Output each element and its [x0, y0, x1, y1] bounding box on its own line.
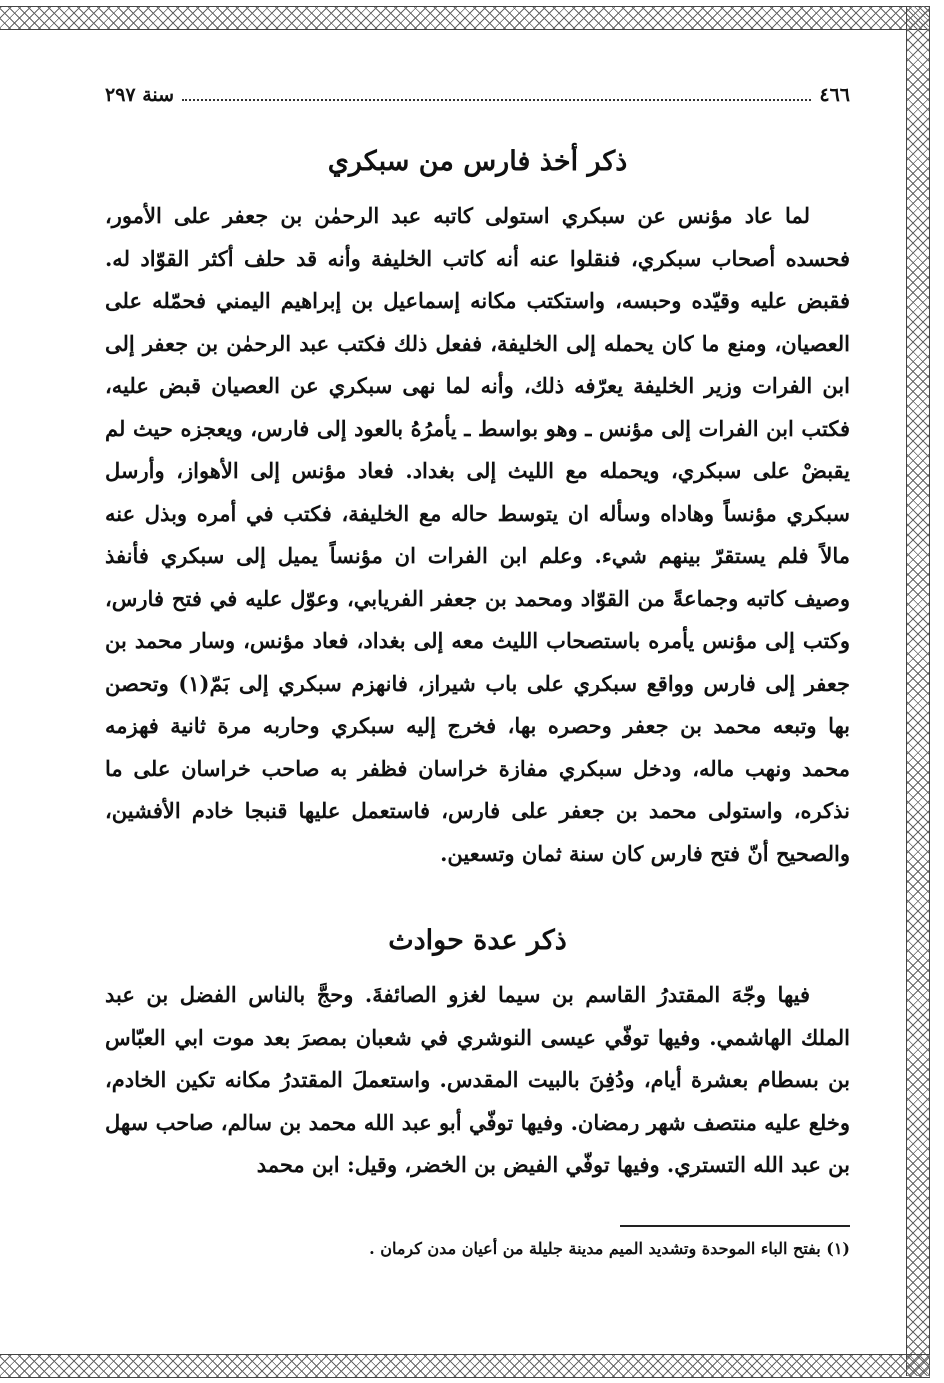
running-header: [105, 84, 850, 106]
ornamental-border-bottom: [0, 1354, 930, 1378]
header-dotted-leader: [182, 99, 811, 101]
footnote-divider: [620, 1225, 850, 1227]
ornamental-border-right: [906, 6, 930, 1376]
section-title-capture-of-fars: ذكر أخذ فارس من سبكري: [327, 146, 628, 177]
section-title-events: ذكر عدة حوادث: [388, 925, 567, 956]
ornamental-border-top: [0, 6, 930, 30]
page-content: [105, 70, 850, 1258]
section-body-events: فيها وجّهَ المقتدرُ القاسم بن سيما لغزو الصائفةَ. وحجَّ بالناس الفضل بن عبد الملك الهاشمي. وفيها توفّي عيسى النوشري في شعبان بمصرَ بعد موت ابي العبّاس بن بسطام بعشرة أيام، ودُفِنَ بالبيت المقدس. واستعملَ المقتدرُ مكانه تكين الخادم، وخلع عليه منتصف شهر رمضان. وفيها توفّي أبو عبد الله محمد بن سالم، صاحب سهل بن عبد الله التستري. وفيها توفّي الفيض بن الخضر، وقيل: ابن محمد: [105, 982, 850, 1177]
page-number: ٤٦٦: [819, 84, 850, 106]
header-year: سنة ٢٩٧: [105, 84, 175, 106]
footnote: (١) بفتح الباء الموحدة وتشديد الميم مدينة جليلة من أعيان مدن كرمان .: [369, 1238, 850, 1258]
section-body-capture-of-fars: لما عاد مؤنس عن سبكري استولى كاتبه عبد الرحمٰن بن جعفر على الأمور، فحسده أصحاب سبكري، فنقلوا عنه أنه كاتب الخليفة وأنه قد حلف أكثر القوّاد له. فقبض عليه وقيّده وحبسه، واستكتب مكانه إسماعيل بن إبراهيم اليمني فحمّله على العصيان، ومنع ما كان يحمله إلى الخليفة، ففعل ذلك فكتب عبد الرحمٰن بن جعفر إلى ابن الفرات وزير الخليفة يعرّفه ذلك، وأنه لما نهى سبكري عن العصيان قبض عليه، فكتب ابن الفرات إلى مؤنس ـ وهو بواسط ـ يأمرُهُ بالعود إلى فارس، ويعجزه حيث لم يقبضْ على سبكري، ويحمله مع الليث إلى بغداد. فعاد مؤنس إلى الأهواز، وأرسل سبكري مؤنساً وهاداه وسأله ان يتوسط حاله مع الخليفة، فكتب في أمره وبذل عنه مالاً فلم يستقرّ بينهم شيء. وعلم ابن الفرات ان مؤنساً يميل إلى سبكري فأنفذ وصيف كاتبه وجماعةً من القوّاد ومحمد بن جعفر الفريابي، وعوّل عليه في فتح فارس، وكتب إلى مؤنس يأمره باستصحاب الليث معه إلى بغداد، فعاد مؤنس، وسار محمد بن جعفر إلى فارس وواقع سبكري على باب شيراز، فانهزم سبكري إلى بَمّ(١) وتحصن بها وتبعه محمد بن جعفر وحصره بها، فخرج إليه سبكري وحاربه مرة ثانية فهزمه محمد ونهب ماله، ودخل سبكري مفازة خراسان فظفر به صاحب خراسان على ما نذكره، واستولى محمد بن جعفر على فارس، فاستعمل عليها قنبجا خادم الأفشين، والصحيح أنّ فتح فارس كان سنة ثمان وتسعين.: [105, 203, 850, 866]
